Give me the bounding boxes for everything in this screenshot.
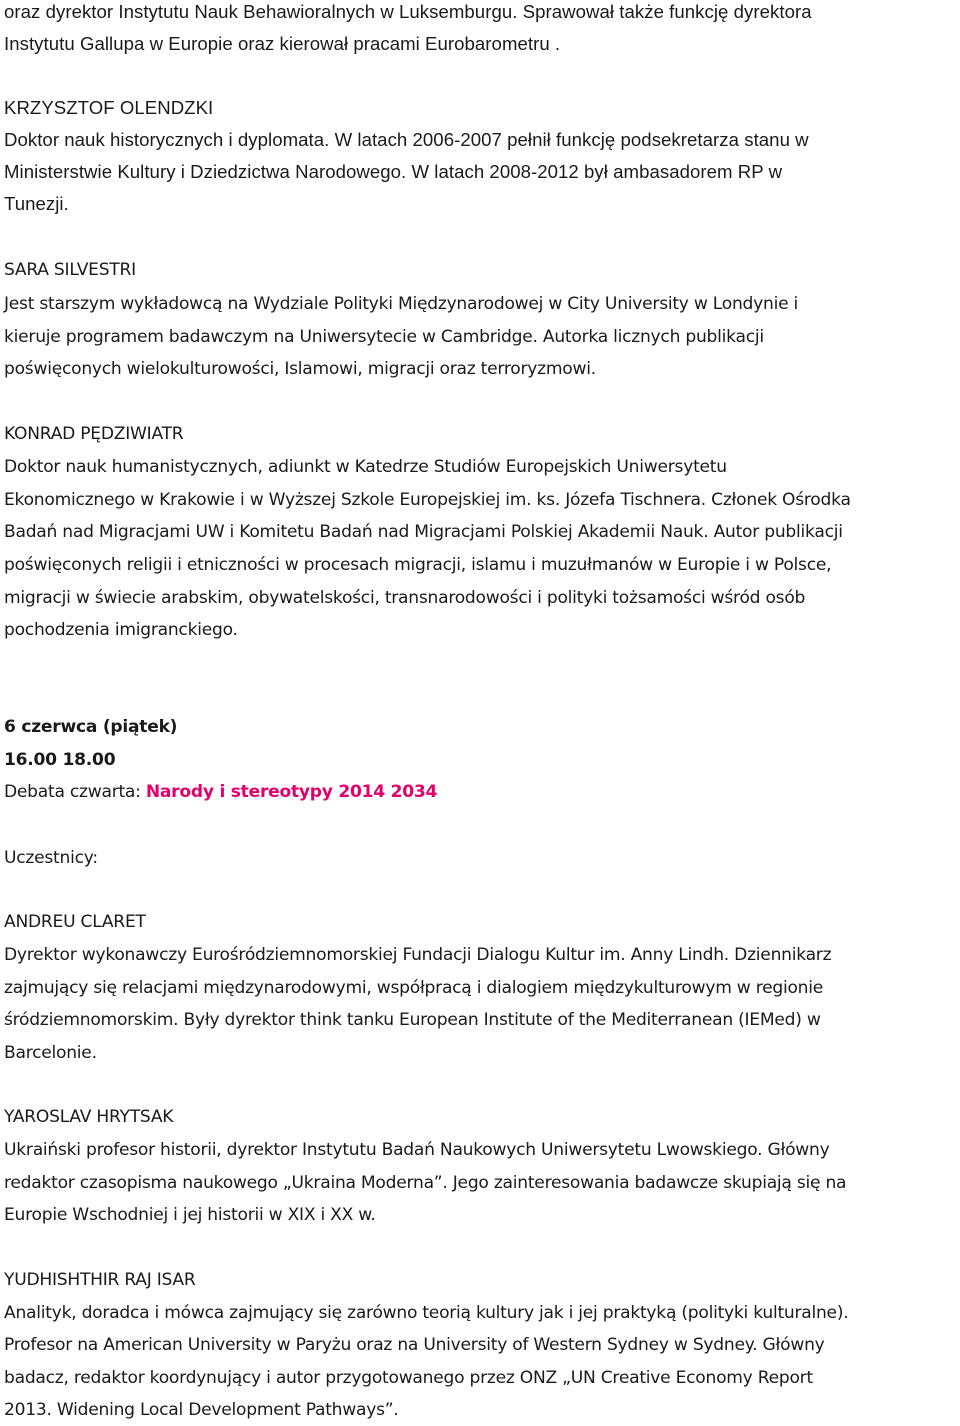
bio-line: redaktor czasopisma naukowego „Ukraina Moderna”. Jego zainteresowania badawcze skupiają się na <box>4 1173 847 1193</box>
bio-line: poświęconych religii i etniczności w procesach migracji, islamu i muzułmanów w Europie i w Polsce, <box>4 555 832 575</box>
event-time: 16.00 18.00 <box>4 750 116 770</box>
bio-line: 2013. Widening Local Development Pathways”. <box>4 1400 399 1420</box>
bio-line: Ukraiński profesor historii, dyrektor Instytutu Badań Naukowych Uniwersytetu Lwowskiego. Główny <box>4 1140 830 1160</box>
bio-line: Europie Wschodniej i jej historii w XIX i XX w. <box>4 1205 376 1225</box>
event-date: 6 czerwca (piątek) <box>4 717 178 737</box>
debate-line <box>4 780 437 804</box>
paragraph-line: Instytutu Gallupa w Europie oraz kierował pracami Eurobarometru . <box>4 33 561 54</box>
participant-name: KONRAD PĘDZIWIATR <box>4 424 184 444</box>
bio-line: Doktor nauk humanistycznych, adiunkt w Katedrze Studiów Europejskich Uniwersytetu <box>4 457 727 477</box>
bio-line: Jest starszym wykładowcą na Wydziale Polityki Międzynarodowej w City University w Londynie i <box>4 294 799 314</box>
participants-label: Uczestnicy: <box>4 848 98 868</box>
participant-name: YAROSLAV HRYTSAK <box>4 1107 174 1127</box>
bio-line: Dyrektor wykonawczy Eurośródziemnomorskiej Fundacji Dialogu Kultur im. Anny Lindh. Dziennikarz <box>4 945 832 965</box>
bio-line: poświęconych wielokulturowości, Islamowi, migracji oraz terroryzmowi. <box>4 359 596 379</box>
participant-name: SARA SILVESTRI <box>4 260 136 280</box>
bio-line: Tunezji. <box>4 193 69 214</box>
bio-line: Ministerstwie Kultury i Dziedzictwa Narodowego. W latach 2008-2012 był ambasadorem RP w <box>4 161 783 182</box>
debate-prefix: Debata czwarta: <box>4 782 146 802</box>
bio-line: kieruje programem badawczym na Uniwersytecie w Cambridge. Autorka licznych publikacji <box>4 327 764 347</box>
participant-name: YUDHISHTHIR RAJ ISAR <box>4 1270 196 1290</box>
paragraph-line: oraz dyrektor Instytutu Nauk Behawioralnych w Luksemburgu. Sprawował także funkcję dyrektora <box>4 1 812 22</box>
bio-line: Ekonomicznego w Krakowie i w Wyższej Szkole Europejskiej im. ks. Józefa Tischnera. Członek Ośrodka <box>4 490 851 510</box>
bio-line: zajmujący się relacjami międzynarodowymi, współpracą i dialogiem międzykulturowym w regionie <box>4 978 824 998</box>
bio-line: śródziemnomorskim. Były dyrektor think tanku European Institute of the Mediterranean (IEMed) w <box>4 1010 821 1030</box>
bio-line: migracji w świecie arabskim, obywatelskości, transnarodowości i polityki tożsamości wśród osób <box>4 588 806 608</box>
bio-line: pochodzenia imigranckiego. <box>4 620 238 640</box>
participant-name: ANDREU CLARET <box>4 912 146 932</box>
participant-name: KRZYSZTOF OLENDZKI <box>4 97 214 118</box>
bio-line: Profesor na American University w Paryżu oraz na University of Western Sydney w Sydney. Główny <box>4 1335 825 1355</box>
bio-line: Badań nad Migracjami UW i Komitetu Badań nad Migracjami Polskiej Akademii Nauk. Autor publikacji <box>4 522 843 542</box>
bio-line: badacz, redaktor koordynujący i autor przygotowanego przez ONZ „UN Creative Economy Report <box>4 1368 813 1388</box>
bio-line: Doktor nauk historycznych i dyplomata. W latach 2006-2007 pełnił funkcję podsekretarza stanu w <box>4 129 809 150</box>
bio-line: Barcelonie. <box>4 1043 97 1063</box>
debate-title: Narody i stereotypy 2014 2034 <box>145 782 438 802</box>
bio-line: Analityk, doradca i mówca zajmujący się zarówno teorią kultury jak i jej praktyką (polityki kulturalne). <box>4 1303 849 1323</box>
